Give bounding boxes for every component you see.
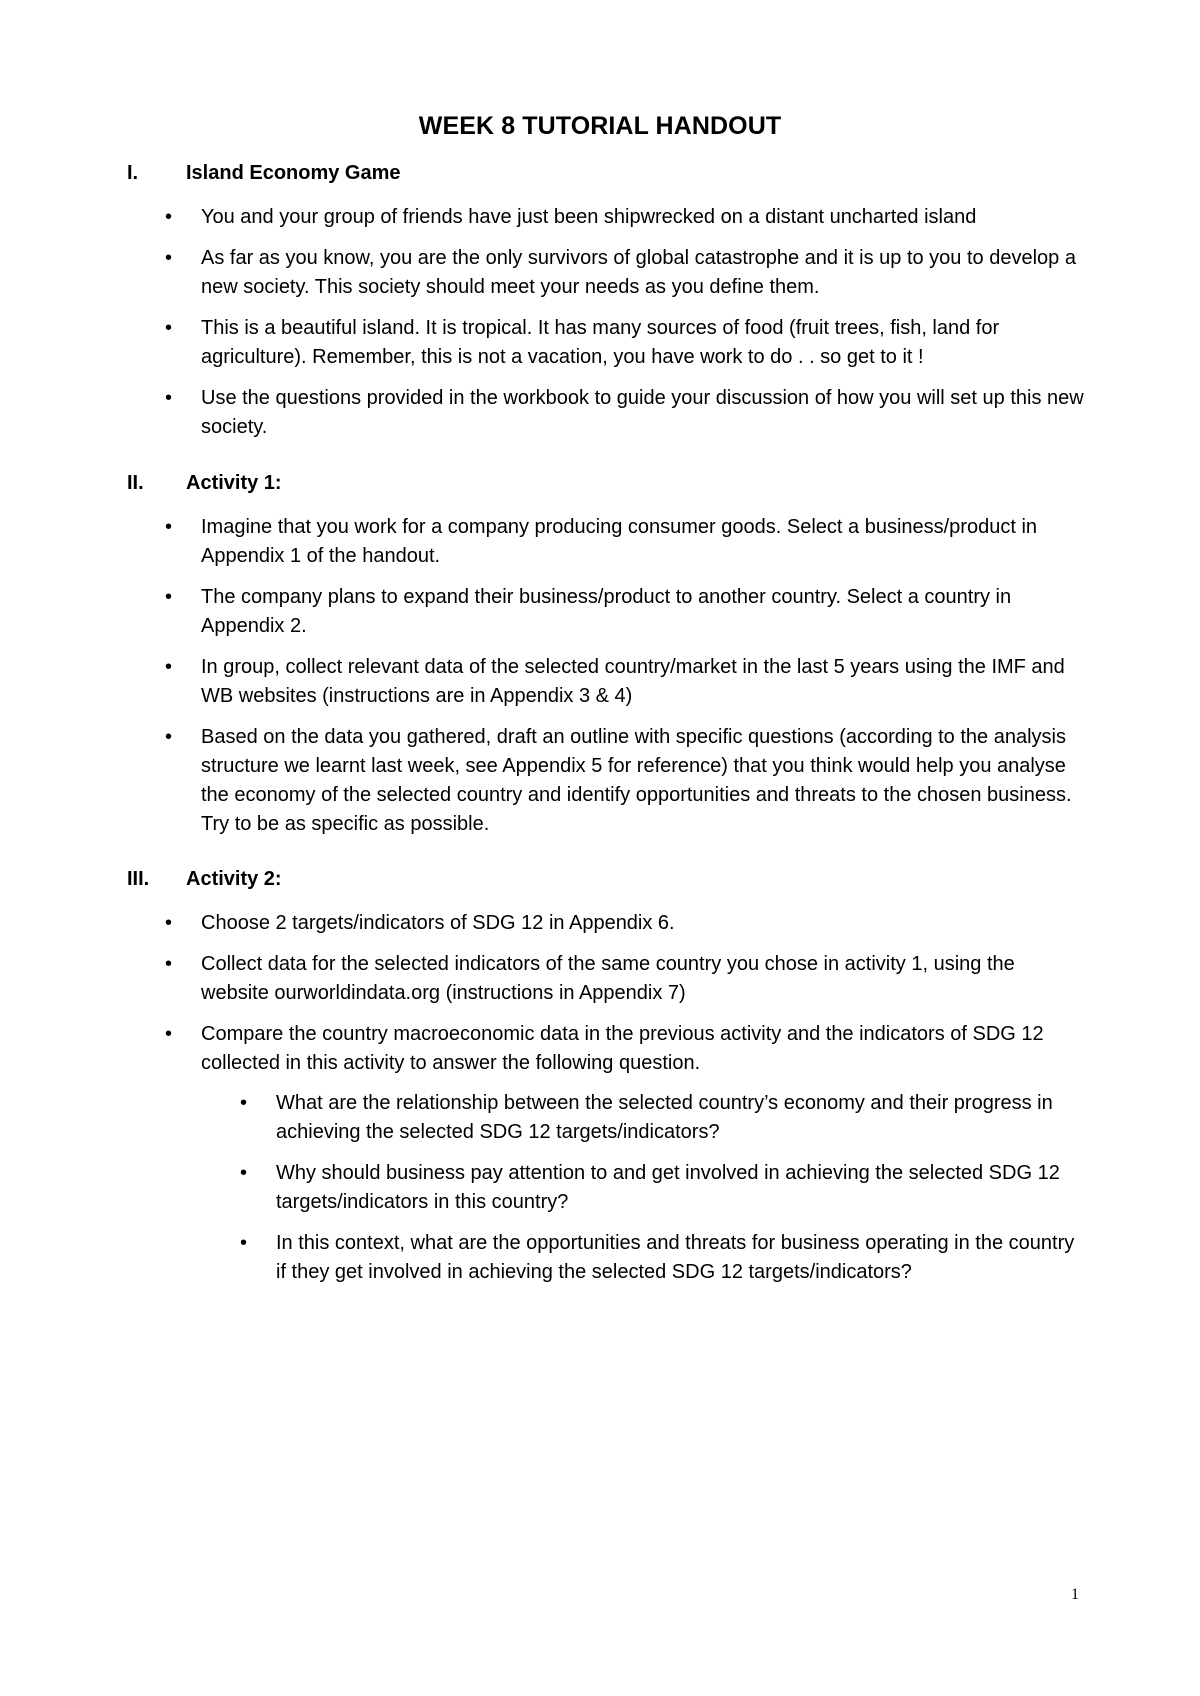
list-item bbox=[165, 723, 1085, 839]
bullet-text: Based on the data you gathered, draft an outline with specific questions (according to the analysis structure we learnt last week, see Appendix 5 for reference) that you think would help you analyse the economy of the selected country and identify opportunities and threats to the chosen business. Try to be as specific as possible. bbox=[201, 726, 1072, 835]
bullet-icon: • bbox=[165, 317, 173, 339]
bullet-text: This is a beautiful island. It is tropical. It has many sources of food (fruit trees, fish, land for agriculture). Remember, this is not a vacation, you have work to do . . so get to it ! bbox=[201, 317, 1000, 368]
bullet-icon: • bbox=[165, 387, 173, 409]
bullet-icon: • bbox=[240, 1092, 248, 1114]
bullet-text: Collect data for the selected indicators of the same country you chose in activity 1, using the website ourworldindata.org (instructions in Appendix 7) bbox=[201, 953, 1015, 1004]
section-title: Activity 2: bbox=[186, 868, 282, 890]
bullet-text: In this context, what are the opportunities and threats for business operating in the country if they get involved in achieving the selected SDG 12 targets/indicators? bbox=[276, 1232, 1075, 1283]
bullet-text: Imagine that you work for a company producing consumer goods. Select a business/product in Appendix 1 of the handout. bbox=[201, 516, 1038, 567]
bullet-icon: • bbox=[240, 1162, 248, 1184]
bullet-icon: • bbox=[165, 656, 173, 678]
list-item bbox=[240, 1159, 1080, 1217]
bullet-icon: • bbox=[165, 586, 173, 608]
bullet-text: Why should business pay attention to and get involved in achieving the selected SDG 12 targets/indicators in this country? bbox=[276, 1162, 1060, 1213]
bullet-icon: • bbox=[165, 912, 173, 934]
section-title: Island Economy Game bbox=[186, 162, 401, 184]
list-item bbox=[165, 314, 1085, 372]
list-item bbox=[165, 513, 1085, 571]
bullet-icon: • bbox=[165, 516, 173, 538]
bullet-text: In group, collect relevant data of the selected country/market in the last 5 years using the IMF and WB websites (instructions are in Appendix 3 & 4) bbox=[201, 656, 1065, 707]
list-item bbox=[240, 1229, 1080, 1287]
bullet-icon: • bbox=[165, 953, 173, 975]
list-item bbox=[240, 1089, 1080, 1147]
bullet-text: What are the relationship between the selected country’s economy and their progress in achieving the selected SDG 12 targets/indicators? bbox=[276, 1092, 1053, 1143]
bullet-icon: • bbox=[165, 247, 173, 269]
bullet-text: As far as you know, you are the only survivors of global catastrophe and it is up to you to develop a new society. This society should meet your needs as you define them. bbox=[201, 247, 1076, 298]
list-item bbox=[165, 1020, 1085, 1078]
section-2-bullet-list bbox=[165, 513, 1085, 839]
section-heading-activity-2 bbox=[127, 868, 282, 891]
bullet-text: The company plans to expand their business/product to another country. Select a country in Appendix 2. bbox=[201, 586, 1012, 637]
section-number: II. bbox=[127, 472, 144, 494]
list-item bbox=[165, 909, 1085, 938]
bullet-text: Use the questions provided in the workbook to guide your discussion of how you will set up this new society. bbox=[201, 387, 1084, 438]
page-number: 1 bbox=[1071, 1586, 1079, 1603]
bullet-icon: • bbox=[240, 1232, 248, 1254]
list-item bbox=[165, 244, 1085, 302]
bullet-text: You and your group of friends have just been shipwrecked on a distant uncharted island bbox=[201, 206, 977, 228]
list-item bbox=[165, 653, 1085, 711]
list-item bbox=[165, 384, 1085, 442]
section-heading-activity-1 bbox=[127, 472, 282, 495]
section-number: I. bbox=[127, 162, 139, 184]
bullet-text: Compare the country macroeconomic data in the previous activity and the indicators of SDG 12 collected in this activity to answer the following question. bbox=[201, 1023, 1044, 1074]
section-3-bullet-list bbox=[165, 909, 1085, 1078]
list-item bbox=[165, 950, 1085, 1008]
bullet-icon: • bbox=[165, 1023, 173, 1045]
section-heading-island-economy-game bbox=[127, 162, 401, 185]
list-item bbox=[165, 583, 1085, 641]
bullet-icon: • bbox=[165, 206, 173, 228]
section-title: Activity 1: bbox=[186, 472, 282, 494]
list-item bbox=[165, 203, 1085, 232]
section-1-bullet-list bbox=[165, 203, 1085, 442]
section-3-sub-bullet-list bbox=[240, 1089, 1080, 1287]
bullet-icon: • bbox=[165, 726, 173, 748]
section-number: III. bbox=[127, 868, 150, 890]
bullet-text: Choose 2 targets/indicators of SDG 12 in Appendix 6. bbox=[201, 912, 675, 934]
document-title: WEEK 8 TUTORIAL HANDOUT bbox=[418, 112, 782, 140]
